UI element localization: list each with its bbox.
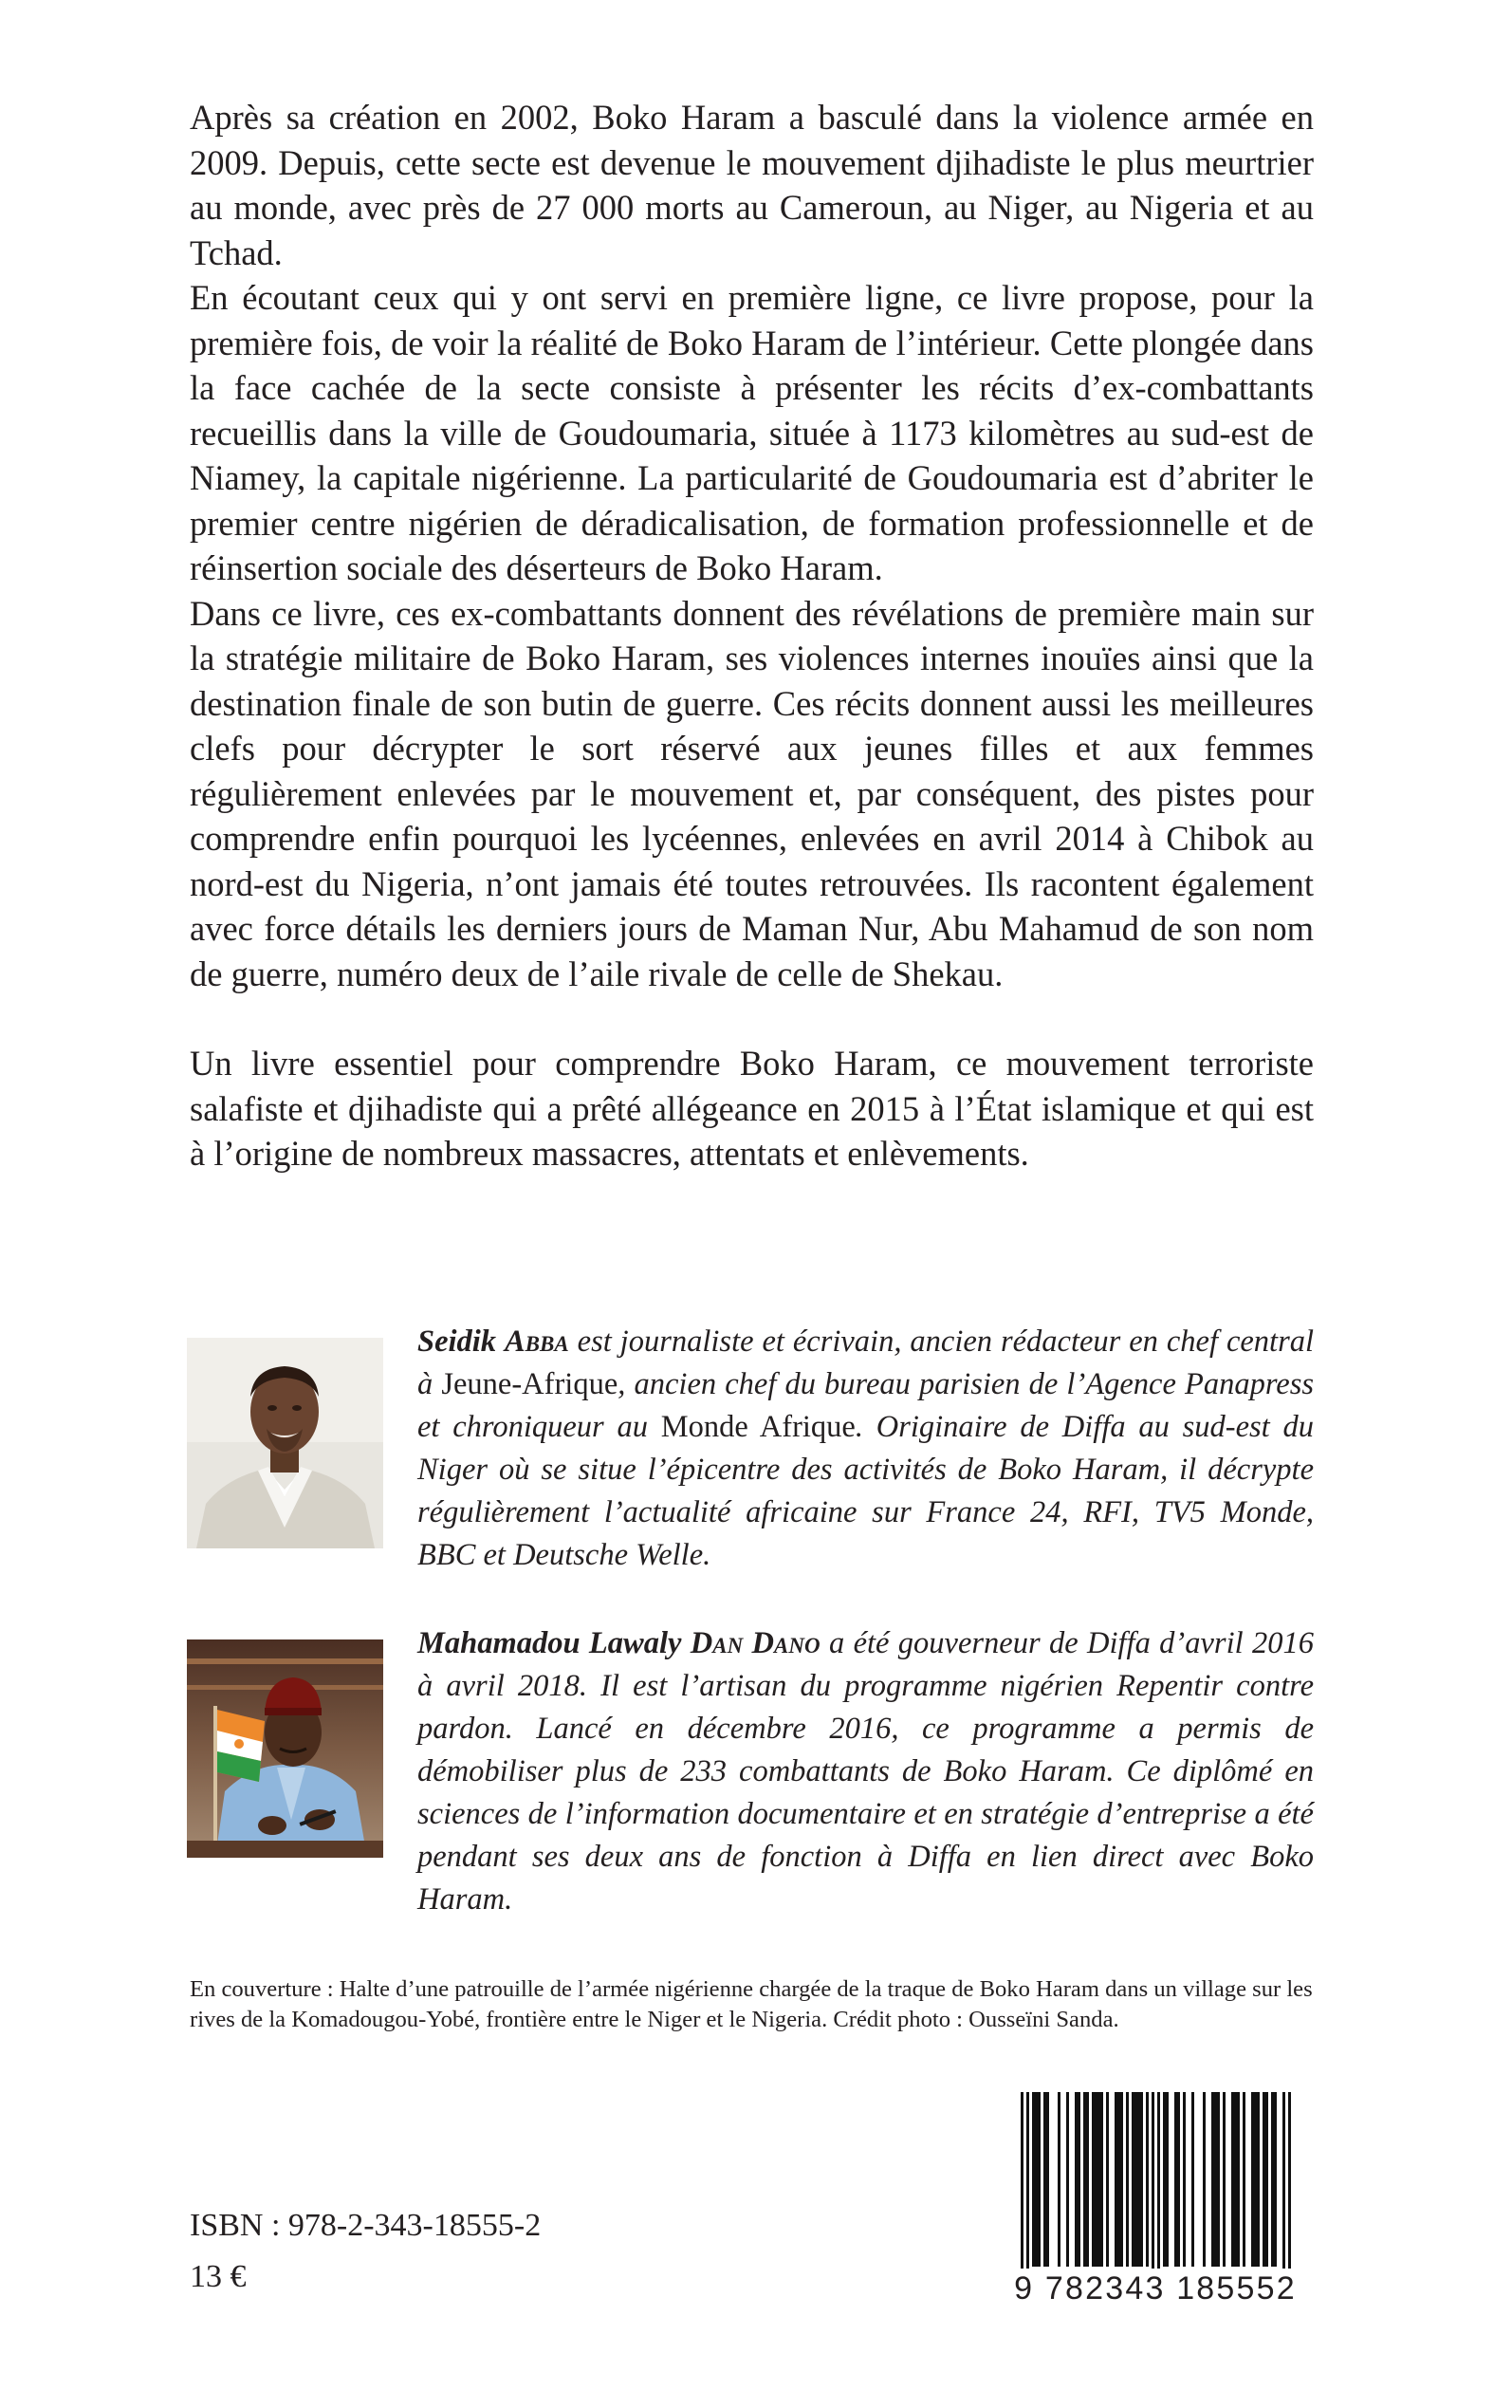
author-bio-text-3: . Originaire de Diffa au sud-est du Niger où se situe l’épicentre des activités de Boko Haram, il décrypte régulièrement l’actualité africaine sur France 24, RFI, TV5 Monde, BBC et Deutsche Welle. [417,1410,1314,1572]
barcode-bar [1137,2092,1140,2267]
isbn: ISBN : 978-2-343-18555-2 [190,2208,542,2243]
barcode-bar [1271,2092,1274,2267]
summary-paragraph-4: Un livre essentiel pour comprendre Boko Haram, ce mouvement terroriste salafiste et djihadiste qui a prêté allégeance en 2015 à l’État islamique et qui est à l’origine de nombreux massacres, attentats et enlèvements. [190,1044,1314,1173]
barcode-bar [1223,2092,1226,2267]
author-first-name: Seidik [417,1324,505,1359]
barcode-bar [1282,2092,1285,2282]
barcode-bar [1066,2092,1069,2267]
barcode-bar [1086,2092,1089,2267]
barcode-bar [1032,2092,1035,2267]
barcode-bar [1166,2092,1169,2267]
author-first-name: Mahamadou Lawaly [417,1626,691,1660]
barcode-bar [1078,2092,1080,2267]
publication-name-2: Monde Afrique [660,1410,856,1444]
barcode-bar [1231,2092,1234,2267]
barcode-bar [1115,2092,1117,2267]
barcode-bar [1177,2092,1180,2267]
barcode-bar [1243,2092,1245,2267]
barcode-bar [1288,2092,1291,2282]
author-bio-text: a été gouverneur de Diffa d’avril 2016 à avril 2018. Il est l’artisan du programme nigérien Repentir contre pardon. Lancé en décembre 2016, ce programme a permis de démobiliser plus de 233 combattants de Boko Haram. Ce diplômé en sciences de l’information documentaire et en stratégie d’entreprise a été pendant ses deux ans de fonction à Diffa en lien direct avec Boko Haram. [417,1626,1314,1917]
author-bio-text-1: est journaliste et écrivain, ancien rédacteur en chef central à [417,1324,1314,1401]
barcode-bar [1083,2092,1086,2267]
author-photo-dan-dano [187,1639,383,1858]
barcode-bar [1257,2092,1260,2267]
publication-name-1: Jeune-Afrique [441,1367,618,1401]
barcode-bar [1234,2092,1237,2267]
barcode-bar [1026,2092,1029,2282]
barcode-bar [1021,2092,1023,2282]
barcode-bar [1095,2092,1097,2267]
barcode-bar [1157,2092,1160,2282]
barcode-bar [1174,2092,1177,2267]
barcode-bar [1075,2092,1078,2267]
barcode-bar [1043,2092,1046,2267]
barcode-bar [1191,2092,1194,2267]
book-summary [190,95,1314,1176]
barcode-bar [1274,2092,1277,2267]
summary-paragraph-2: En écoutant ceux qui y ont servi en première ligne, ce livre propose, pour la première fois, de voir la réalité de Boko Haram de l’intérieur. Cette plongée dans la face cachée de la secte consiste à présenter les récits d’ex-combattants recueillis dans la ville de Goudoumaria, située à 1173 kilomètres au sud-est de Niamey, la capitale nigérienne. La particularité de Goudoumaria est d’abriter le premier centre nigérien de déradicalisation, de formation professionnelle et de réinsertion sociale des déserteurs de Boko Haram. [190,278,1314,587]
author-bio-text-2: , ancien chef du bureau parisien de l’Agence Panapress et chroniqueur au [417,1367,1315,1444]
barcode-bar [1058,2092,1060,2267]
barcode-bar [1046,2092,1049,2267]
barcode-number: 9 782343 185552 [995,2269,1316,2308]
barcode-bar [1217,2092,1220,2267]
barcode [995,2092,1316,2310]
barcode-bar [1265,2092,1268,2267]
barcode-bar [1214,2092,1217,2267]
barcode-bar [1106,2092,1109,2267]
barcode-bar [1100,2092,1103,2267]
barcode-bar [1263,2092,1265,2267]
barcode-bar [1163,2092,1166,2267]
barcode-bar [1134,2092,1137,2267]
author-bio-seidik-abba [417,1321,1314,1577]
author-photo-seidik-abba [187,1338,383,1548]
barcode-bar [1254,2092,1257,2267]
barcode-bar [1211,2092,1214,2267]
barcode-bar [1120,2092,1123,2267]
barcode-bar [1237,2092,1240,2267]
price: 13 € [190,2259,247,2294]
barcode-bar [1097,2092,1100,2267]
author-last-name: Dan Dano [690,1626,821,1660]
barcode-bar [1140,2092,1143,2267]
author-last-name: Abba [505,1324,569,1359]
barcode-bar [1152,2092,1154,2282]
summary-paragraph-3: Dans ce livre, ces ex-combattants donnent des révélations de première main sur la stratégie militaire de Boko Haram, ses violences internes inouïes ainsi que la destination finale de son butin de guerre. Ces récits donnent aussi les meilleures clefs pour décrypter le sort réservé aux jeunes filles et aux femmes régulièrement enlevées par le mouvement et, par conséquent, des pistes pour comprendre enfin pourquoi les lycéennes, enlevées en avril 2014 à Chibok au nord-est du Nigeria, n’ont jamais été toutes retrouvées. Ils racontent également avec force détails les derniers jours de Maman Nur, Abu Mahamud de son nom de guerre, numéro deux de l’aile rivale de celle de Shekau. [190,593,1314,993]
barcode-bar [1251,2092,1254,2267]
summary-paragraph-1: Après sa création en 2002, Boko Haram a basculé dans la violence armée en 2009. Depuis, cette secte est devenue le mouvement djihadiste le plus meurtrier au monde, avec près de 27 000 morts au Cameroun, au Niger, au Nigeria et au Tchad. [190,98,1314,272]
barcode-bar [1126,2092,1129,2267]
barcode-bar [1183,2092,1186,2267]
barcode-bar [1132,2092,1134,2267]
barcode-bars [995,2092,1316,2282]
barcode-bar [1035,2092,1038,2267]
cover-photo-caption: En couverture : Halte d’une patrouille de l’armée nigérienne chargée de la traque de Boko Haram dans un village sur les rives de la Komadougou-Yobé, frontière entre le Niger et le Nigeria. Crédit photo : Ousseïni Sanda. [190,1976,1313,2032]
barcode-bar [1092,2092,1095,2267]
barcode-bar [1203,2092,1206,2267]
barcode-bar [1117,2092,1120,2267]
author-bio-dan-dano [417,1622,1314,1921]
barcode-bar [1146,2092,1149,2267]
barcode-bar [1038,2092,1041,2267]
